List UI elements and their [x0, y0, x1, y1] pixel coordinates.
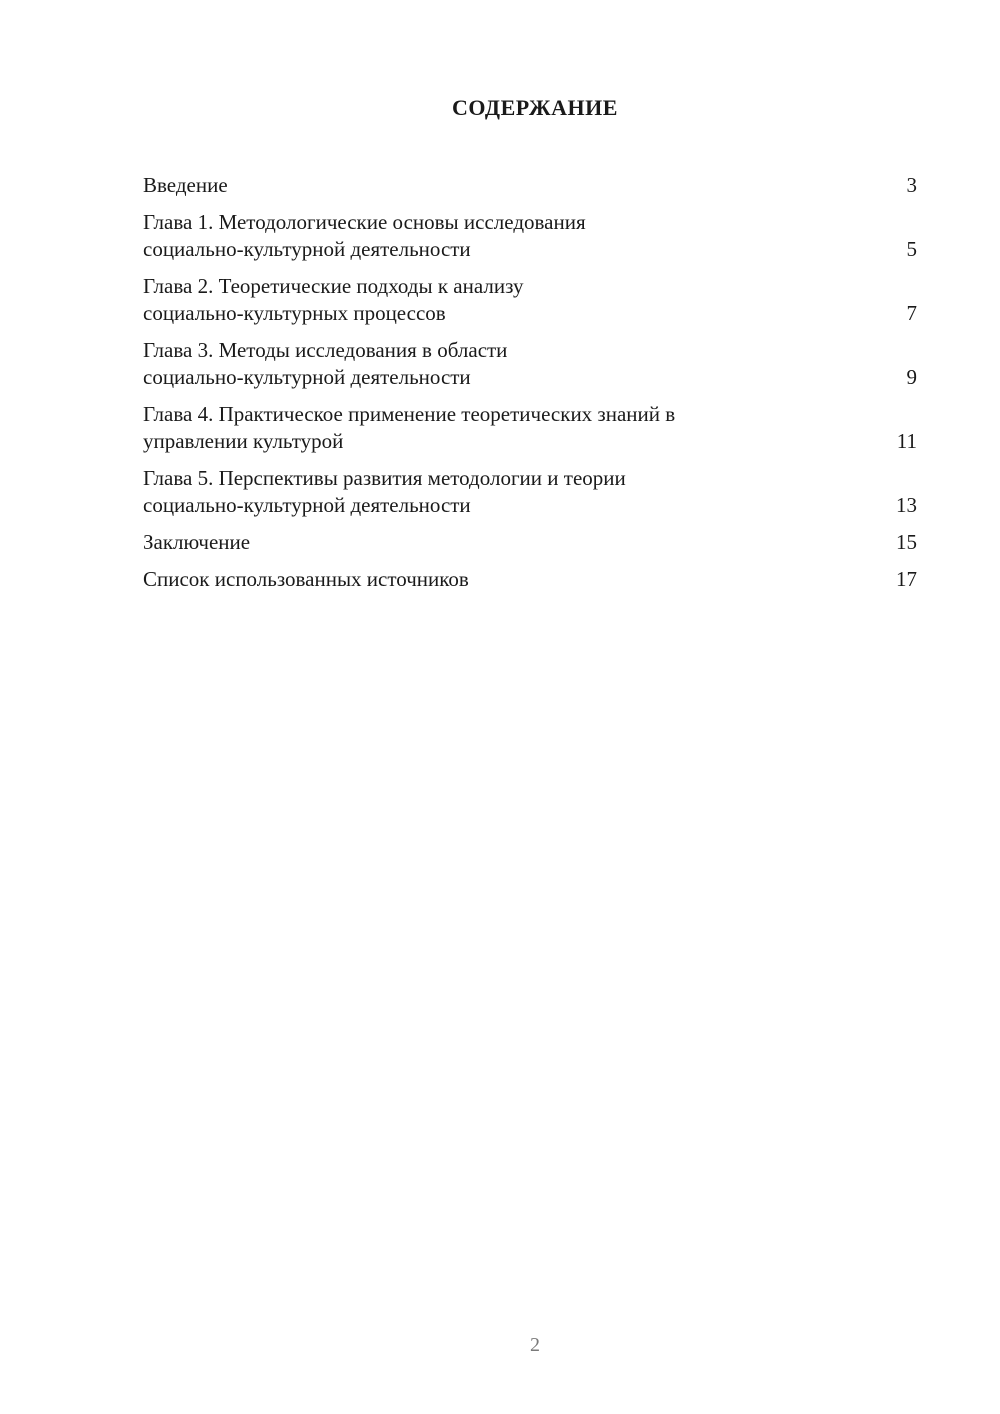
- table-of-contents: [143, 172, 920, 603]
- toc-entry-page: 13: [896, 493, 917, 517]
- toc-entry-chapter-5: [143, 465, 920, 519]
- toc-entry-introduction: [143, 172, 920, 199]
- toc-entry-chapter-4: [143, 401, 920, 455]
- toc-entry-page: 7: [906, 301, 917, 325]
- toc-entry-text: Глава 1. Методологические основы исследования социально-культурной деятельности: [143, 210, 586, 261]
- page-title: СОДЕРЖАНИЕ: [452, 95, 618, 120]
- toc-entry-page: 3: [906, 173, 917, 197]
- toc-entry-chapter-1: [143, 209, 920, 263]
- toc-entry-chapter-3: [143, 337, 920, 391]
- toc-entry-text: Глава 2. Теоретические подходы к анализу социально-культурных процессов: [143, 274, 524, 325]
- toc-entry-page: 11: [896, 429, 917, 453]
- toc-entry-text: Список использованных источников: [143, 567, 469, 591]
- toc-entry-conclusion: [143, 529, 920, 556]
- toc-entry-text: Введение: [143, 173, 228, 197]
- toc-entry-text: Глава 4. Практическое применение теоретических знаний в управлении культурой: [143, 402, 676, 453]
- toc-entry-text: Глава 5. Перспективы развития методологии и теории социально-культурной деятельности: [143, 466, 626, 517]
- toc-entry-page: 15: [896, 530, 917, 554]
- toc-entry-page: 5: [906, 237, 917, 261]
- toc-entry-text: Глава 3. Методы исследования в области социально-культурной деятельности: [143, 338, 508, 389]
- toc-entry-references: [143, 566, 920, 593]
- toc-entry-page: 9: [906, 365, 917, 389]
- toc-entry-page: 17: [896, 567, 917, 591]
- toc-entry-text: Заключение: [143, 530, 251, 554]
- page-number: 2: [530, 1334, 540, 1356]
- toc-entry-chapter-2: [143, 273, 920, 327]
